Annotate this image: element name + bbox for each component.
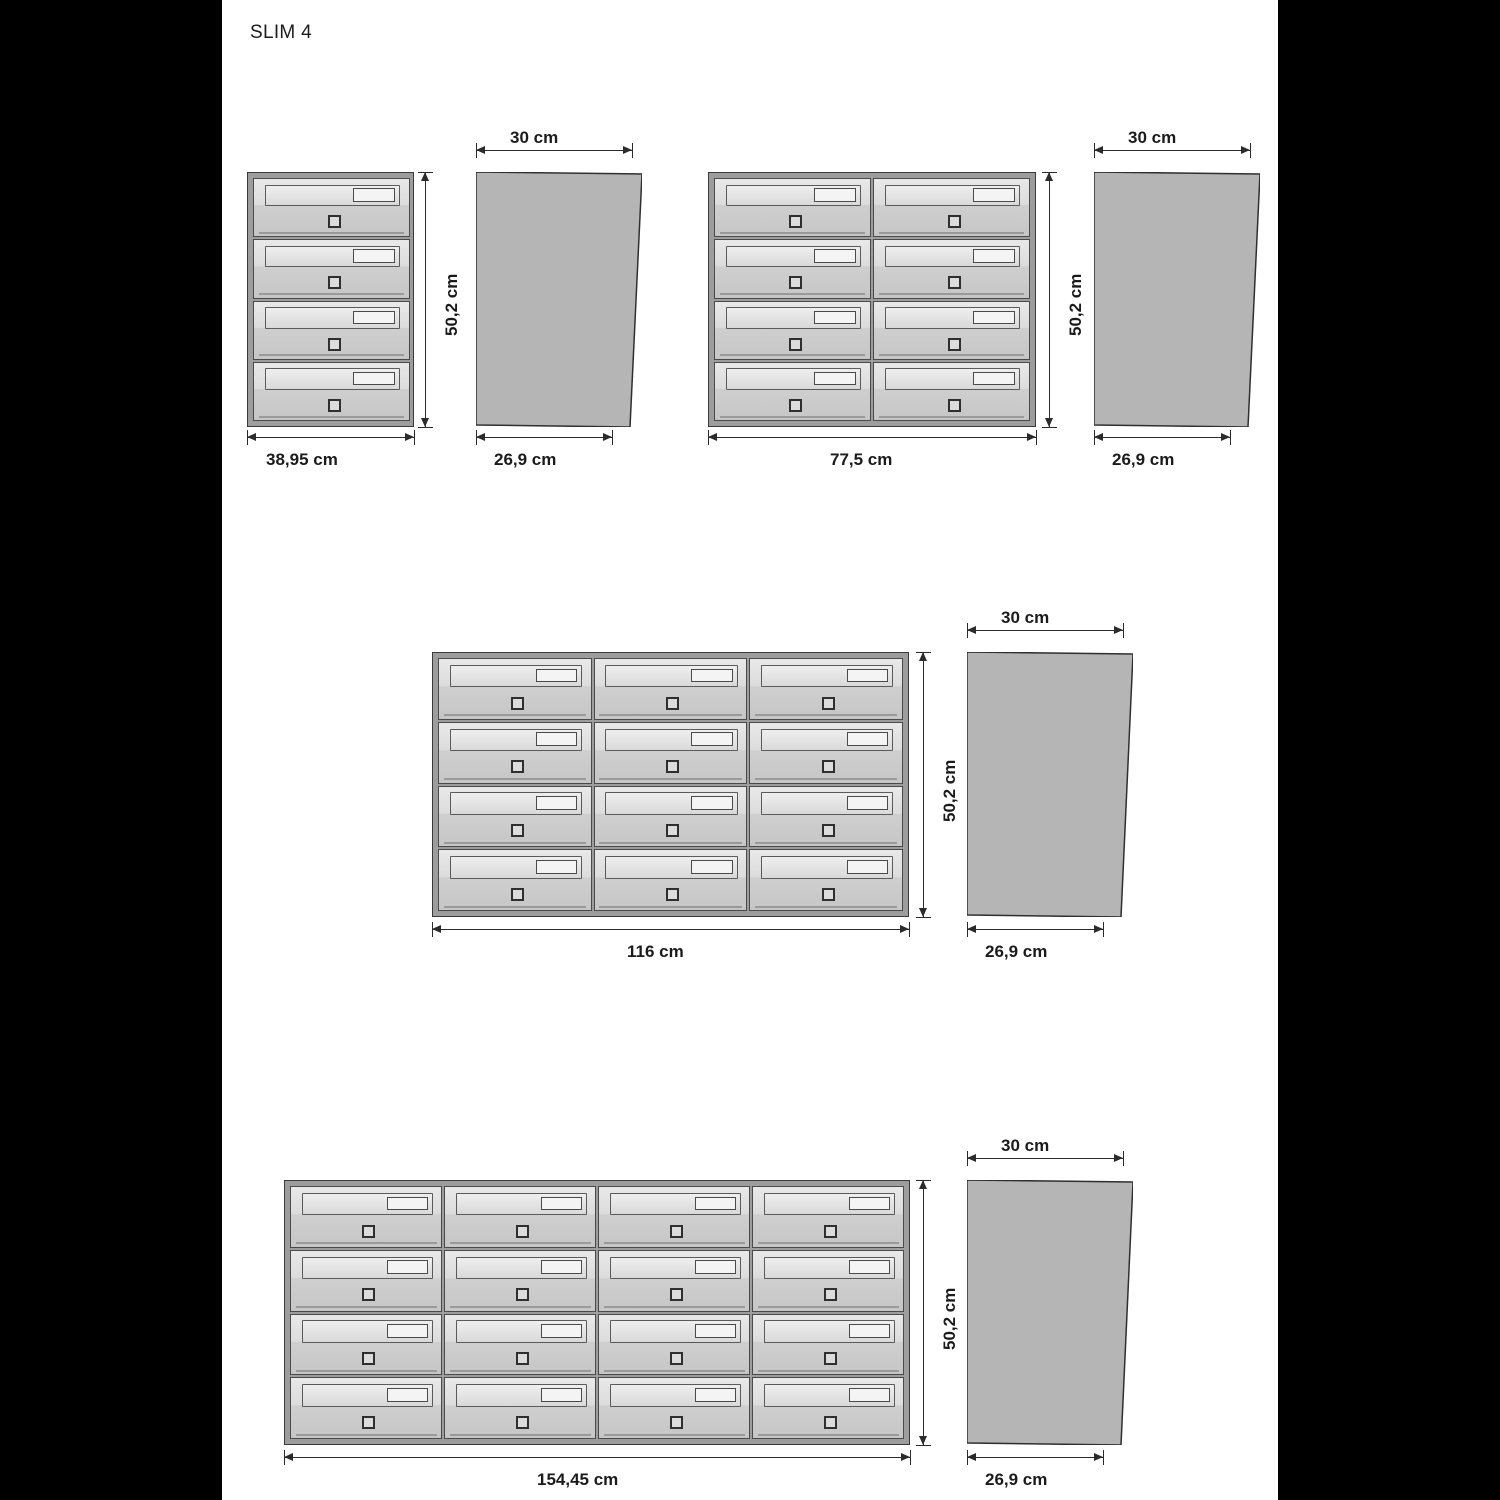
dim-tick [632,143,633,158]
mailbox-unit[interactable] [253,301,410,360]
dim-line-depth-top [1094,150,1250,151]
unit-shadow [296,1434,437,1436]
dim-label-side-top: 30 cm [1001,1136,1050,1155]
lock-icon[interactable] [328,399,341,412]
lock-icon[interactable] [789,215,802,228]
dim-label-side-width: 26,9 cm [1112,450,1175,469]
dim-tick [1103,922,1104,937]
lock-icon[interactable] [511,697,524,710]
dim-arrow [603,433,612,441]
unit-shadow [259,293,405,295]
dim-arrow [421,418,429,427]
nameplate [814,188,856,201]
mailbox-bank-3x4 [432,652,909,917]
nameplate [973,188,1015,201]
dim-label-side-top: 30 cm [1128,128,1177,147]
unit-shadow [604,1306,745,1308]
unit-shadow [755,778,898,780]
lock-icon[interactable] [822,824,835,837]
nameplate [387,1260,428,1274]
side-panel-2x4 [1094,172,1260,427]
mailbox-bank-2x4 [708,172,1036,427]
dim-arrow [1114,1154,1123,1162]
dim-arrow [476,146,485,154]
lock-icon[interactable] [666,697,679,710]
dim-label-front-height: 50,2 cm [940,759,959,822]
dim-tick [1036,430,1037,445]
unit-shadow [450,1370,591,1372]
unit-shadow [296,1370,437,1372]
nameplate [849,1324,890,1338]
unit-shadow [444,906,587,908]
unit-shadow [599,714,742,716]
unit-shadow [259,232,405,234]
lock-icon[interactable] [824,1225,837,1238]
dim-line-width [247,437,414,438]
unit-shadow [758,1306,899,1308]
unit-shadow [604,1434,745,1436]
page-title: SLIM 4 [250,22,312,43]
mailbox-unit[interactable] [598,1314,750,1376]
unit-shadow [879,354,1025,356]
mailbox-unit[interactable] [594,658,748,720]
mailbox-unit[interactable] [438,722,592,784]
unit-shadow [720,354,866,356]
unit-shadow [879,416,1025,418]
lock-icon[interactable] [666,888,679,901]
dim-line-width [708,437,1036,438]
dim-tick [1123,623,1124,638]
nameplate [973,249,1015,262]
side-panel-3x4 [967,652,1133,917]
nameplate [847,796,888,810]
dim-line-height [1049,172,1050,427]
lock-icon[interactable] [948,276,961,289]
dim-arrow [1094,1453,1103,1461]
dim-line-height [425,172,426,427]
nameplate [847,860,888,874]
mailbox-unit[interactable] [444,1250,596,1312]
mailbox-unit[interactable] [873,239,1030,298]
nameplate [541,1260,582,1274]
mailbox-unit[interactable] [598,1250,750,1312]
unit-shadow [450,1242,591,1244]
lock-icon[interactable] [328,338,341,351]
mailbox-unit[interactable] [873,301,1030,360]
mailbox-unit[interactable] [752,1377,904,1439]
mailbox-unit[interactable] [752,1186,904,1248]
dim-arrow [919,1180,927,1189]
mailbox-unit[interactable] [714,362,871,421]
dim-arrow [1241,146,1250,154]
unit-shadow [758,1434,899,1436]
nameplate [541,1388,582,1402]
dim-line-depth-top [967,1158,1123,1159]
dim-label-front-width: 77,5 cm [830,450,893,469]
lock-icon[interactable] [789,399,802,412]
dim-arrow [967,1453,976,1461]
dim-arrow [901,1453,910,1461]
lock-icon[interactable] [948,215,961,228]
mailbox-unit[interactable] [749,786,903,848]
unit-shadow [879,232,1025,234]
mailbox-unit[interactable] [714,239,871,298]
unit-shadow [604,1242,745,1244]
dim-line-height [923,1180,924,1445]
nameplate [691,860,732,874]
dim-arrow [247,433,256,441]
dim-arrow [623,146,632,154]
nameplate [353,372,395,385]
dim-tick [1123,1151,1124,1166]
unit-shadow [755,906,898,908]
nameplate [814,311,856,324]
lock-icon[interactable] [516,1352,529,1365]
dim-tick [910,1450,911,1465]
dim-arrow [919,652,927,661]
mailbox-unit[interactable] [752,1250,904,1312]
nameplate [387,1197,428,1211]
unit-shadow [604,1370,745,1372]
mailbox-unit[interactable] [444,1186,596,1248]
nameplate [849,1197,890,1211]
dim-line-depth-top [967,630,1123,631]
nameplate [536,732,577,746]
nameplate [691,669,732,683]
mailbox-unit[interactable] [594,722,748,784]
unit-shadow [879,293,1025,295]
nameplate [814,372,856,385]
dim-line-depth [967,929,1103,930]
dim-line-depth [967,1457,1103,1458]
dim-arrow [1094,925,1103,933]
mailbox-unit[interactable] [438,849,592,911]
nameplate [541,1197,582,1211]
lock-icon[interactable] [511,760,524,773]
dim-arrow [967,626,976,634]
lock-icon[interactable] [362,1352,375,1365]
lock-icon[interactable] [516,1416,529,1429]
dim-arrow [919,1436,927,1445]
side-panel-4x4 [967,1180,1133,1445]
lock-icon[interactable] [670,1288,683,1301]
mailbox-unit[interactable] [752,1314,904,1376]
dim-tick [1230,430,1231,445]
nameplate [849,1388,890,1402]
dim-line-width [284,1457,910,1458]
dim-arrow [1221,433,1230,441]
drawing-sheet [222,0,1278,1500]
dim-arrow [1094,146,1103,154]
nameplate [691,796,732,810]
mailbox-unit[interactable] [594,786,748,848]
unit-shadow [444,842,587,844]
lock-icon[interactable] [516,1225,529,1238]
dim-label-side-top: 30 cm [510,128,559,147]
dim-tick [1250,143,1251,158]
mailbox-unit[interactable] [598,1377,750,1439]
dim-tick [414,430,415,445]
nameplate [536,796,577,810]
dim-label-front-height: 50,2 cm [940,1287,959,1350]
side-panel-1x4 [476,172,642,427]
unit-shadow [444,714,587,716]
dim-label-front-width: 116 cm [627,942,684,961]
mailbox-unit[interactable] [290,1250,442,1312]
nameplate [387,1324,428,1338]
mailbox-unit[interactable] [438,658,592,720]
lock-icon[interactable] [511,888,524,901]
dim-arrow [967,925,976,933]
dim-label-front-height: 50,2 cm [1066,273,1085,336]
unit-shadow [599,778,742,780]
dim-arrow [1114,626,1123,634]
unit-shadow [599,906,742,908]
unit-shadow [720,416,866,418]
unit-shadow [259,416,405,418]
nameplate [847,732,888,746]
nameplate [387,1388,428,1402]
nameplate [353,249,395,262]
lock-icon[interactable] [948,399,961,412]
dim-line-depth [476,437,612,438]
mailbox-unit[interactable] [438,786,592,848]
lock-icon[interactable] [824,1352,837,1365]
lock-icon[interactable] [948,338,961,351]
dim-label-front-width: 154,45 cm [537,1470,619,1489]
mailbox-unit[interactable] [594,849,748,911]
unit-shadow [720,293,866,295]
nameplate [695,1197,736,1211]
dim-tick [916,917,931,918]
lock-icon[interactable] [362,1225,375,1238]
dim-arrow [1045,172,1053,181]
dim-arrow [900,925,909,933]
lock-icon[interactable] [822,760,835,773]
mailbox-unit[interactable] [749,658,903,720]
dim-label-side-width: 26,9 cm [985,942,1048,961]
nameplate [691,732,732,746]
lock-icon[interactable] [789,276,802,289]
mailbox-unit[interactable] [873,362,1030,421]
mailbox-bank-1x4 [247,172,414,427]
unit-shadow [259,354,405,356]
unit-shadow [296,1242,437,1244]
lock-icon[interactable] [789,338,802,351]
mailbox-unit[interactable] [873,178,1030,237]
nameplate [353,311,395,324]
dim-label-side-width: 26,9 cm [985,1470,1048,1489]
lock-icon[interactable] [511,824,524,837]
unit-shadow [450,1434,591,1436]
nameplate [353,188,395,201]
mailbox-unit[interactable] [714,301,871,360]
unit-shadow [599,842,742,844]
lock-icon[interactable] [666,824,679,837]
mailbox-unit[interactable] [253,239,410,298]
mailbox-unit[interactable] [444,1314,596,1376]
nameplate [973,372,1015,385]
mailbox-unit[interactable] [253,178,410,237]
dim-tick [1042,427,1057,428]
nameplate [695,1388,736,1402]
lock-icon[interactable] [670,1352,683,1365]
dim-label-front-width: 38,95 cm [266,450,338,469]
mailbox-bank-4x4 [284,1180,910,1445]
nameplate [695,1324,736,1338]
dim-arrow [284,1453,293,1461]
lock-icon[interactable] [670,1225,683,1238]
nameplate [695,1260,736,1274]
dim-arrow [421,172,429,181]
dim-label-side-top: 30 cm [1001,608,1050,627]
lock-icon[interactable] [824,1416,837,1429]
mailbox-unit[interactable] [253,362,410,421]
dim-arrow [967,1154,976,1162]
dim-arrow [476,433,485,441]
unit-shadow [755,842,898,844]
dim-line-depth-top [476,150,632,151]
lock-icon[interactable] [670,1416,683,1429]
nameplate [847,669,888,683]
nameplate [814,249,856,262]
lock-icon[interactable] [822,697,835,710]
unit-shadow [720,232,866,234]
unit-shadow [758,1242,899,1244]
unit-shadow [450,1306,591,1308]
nameplate [536,860,577,874]
mailbox-unit[interactable] [598,1186,750,1248]
dim-arrow [919,908,927,917]
dim-arrow [1094,433,1103,441]
lock-icon[interactable] [516,1288,529,1301]
dim-line-height [923,652,924,917]
mailbox-unit[interactable] [290,1314,442,1376]
dim-tick [612,430,613,445]
nameplate [973,311,1015,324]
lock-icon[interactable] [328,215,341,228]
mailbox-unit[interactable] [749,722,903,784]
dim-label-front-height: 50,2 cm [442,273,461,336]
unit-shadow [444,778,587,780]
mailbox-unit[interactable] [714,178,871,237]
dim-arrow [1045,418,1053,427]
dim-label-side-width: 26,9 cm [494,450,557,469]
lock-icon[interactable] [666,760,679,773]
mailbox-unit[interactable] [290,1377,442,1439]
nameplate [541,1324,582,1338]
lock-icon[interactable] [328,276,341,289]
mailbox-unit[interactable] [290,1186,442,1248]
unit-shadow [755,714,898,716]
dim-tick [916,1445,931,1446]
lock-icon[interactable] [824,1288,837,1301]
lock-icon[interactable] [822,888,835,901]
dim-arrow [708,433,717,441]
unit-shadow [296,1306,437,1308]
dim-tick [909,922,910,937]
dim-tick [1103,1450,1104,1465]
mailbox-unit[interactable] [749,849,903,911]
mailbox-unit[interactable] [444,1377,596,1439]
dim-arrow [1027,433,1036,441]
nameplate [849,1260,890,1274]
dim-line-width [432,929,909,930]
dim-line-depth [1094,437,1230,438]
dim-tick [418,427,433,428]
unit-shadow [758,1370,899,1372]
dim-arrow [432,925,441,933]
nameplate [536,669,577,683]
dim-arrow [405,433,414,441]
lock-icon[interactable] [362,1416,375,1429]
lock-icon[interactable] [362,1288,375,1301]
